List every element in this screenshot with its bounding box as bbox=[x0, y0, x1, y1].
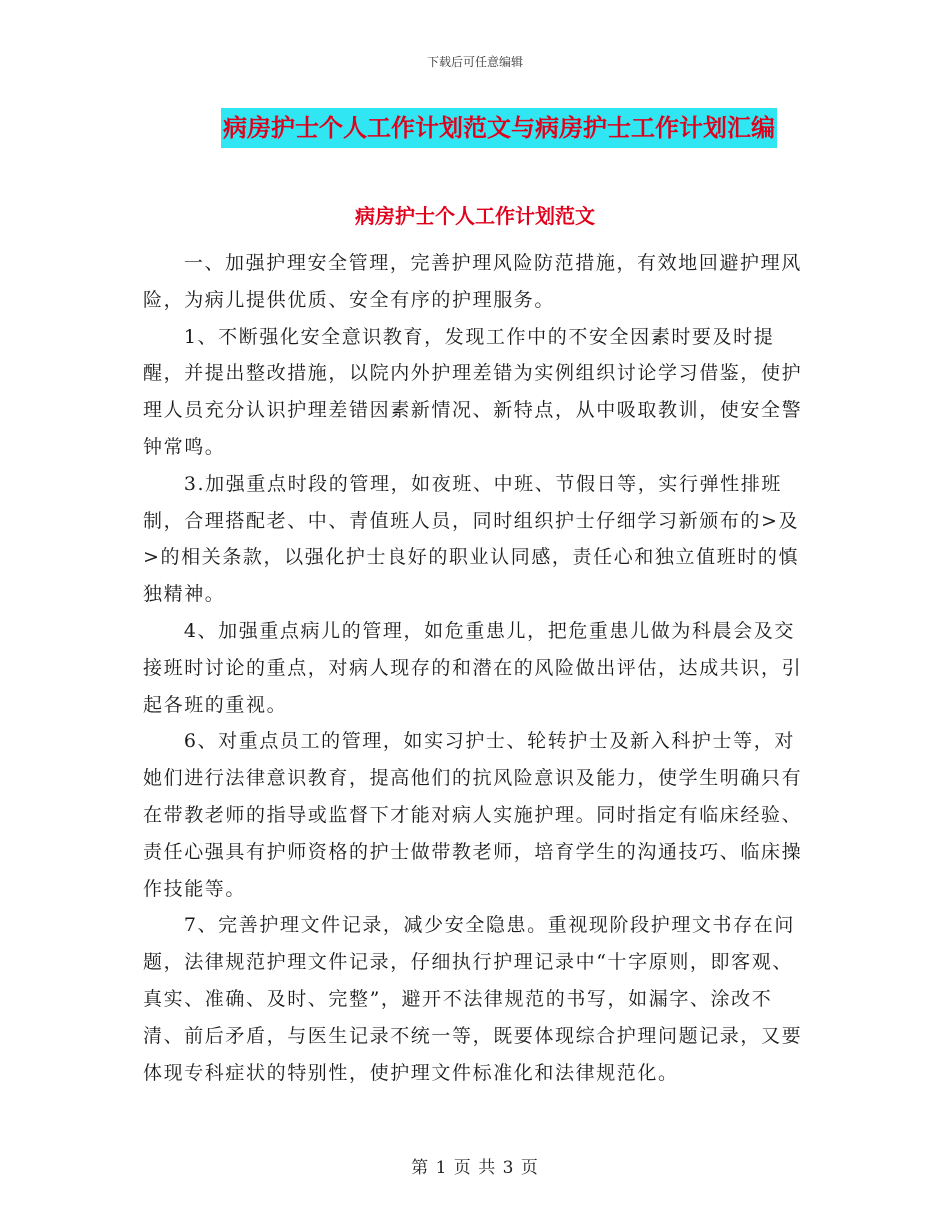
body-text bbox=[143, 245, 811, 1091]
section-title: 病房护士个人工作计划范文 bbox=[355, 204, 595, 228]
document-title-row bbox=[0, 108, 950, 148]
document-title: 病房护士个人工作计划范文与病房护士工作计划汇编 bbox=[221, 108, 777, 148]
paragraph: 4、加强重点病儿的管理，如危重患儿，把危重患儿做为科晨会及交接班时讨论的重点，对病人现存的和潜在的风险做出评估，达成共识，引起各班的重视。 bbox=[143, 619, 803, 716]
page-footer: 第 1 页 共 3 页 bbox=[411, 1158, 539, 1178]
paragraph: 3.加强重点时段的管理，如夜班、中班、节假日等，实行弹性排班制，合理搭配老、中、青值班人员，同时组织护士仔细学习新颁布的>及>的相关条款，以强化护士良好的职业认同感，责任心和独立值班时的慎独精神。 bbox=[143, 472, 800, 606]
paragraph: 1、不断强化安全意识教育，发现工作中的不安全因素时要及时提醒，并提出整改措施，以院内外护理差错为实例组织讨论学习借鉴，使护理人员充分认识护理差错因素新情况、新特点，从中吸取教训，使安全警钟常鸣。 bbox=[143, 325, 803, 458]
paragraph: 6、对重点员工的管理，如实习护士、轮转护士及新入科护士等，对她们进行法律意识教育，提高他们的抗风险意识及能力，使学生明确只有在带教老师的指导或监督下才能对病人实施护理。同时指定有临床经验、责任心强具有护师资格的护士做带教老师，培育学生的沟通技巧、临床操作技能等。 bbox=[143, 730, 803, 900]
paragraph: 一、加强护理安全管理，完善护理风险防范措施，有效地回避护理风险，为病儿提供优质、安全有序的护理服务。 bbox=[143, 252, 802, 311]
paragraph: 7、完善护理文件记录，减少安全隐患。重视现阶段护理文书存在问题，法律规范护理文件记录，仔细执行护理记录中“十字原则，即客观、真实、准确、及时、完整”，避开不法律规范的书写，如漏字、涂改不清、前后矛盾，与医生记录不统一等，既要体现综合护理问题记录，又要体现专科症状的特别性，使护理文件标准化和法律规范化。 bbox=[143, 914, 803, 1084]
header-note: 下载后可任意编辑 bbox=[426, 55, 523, 69]
